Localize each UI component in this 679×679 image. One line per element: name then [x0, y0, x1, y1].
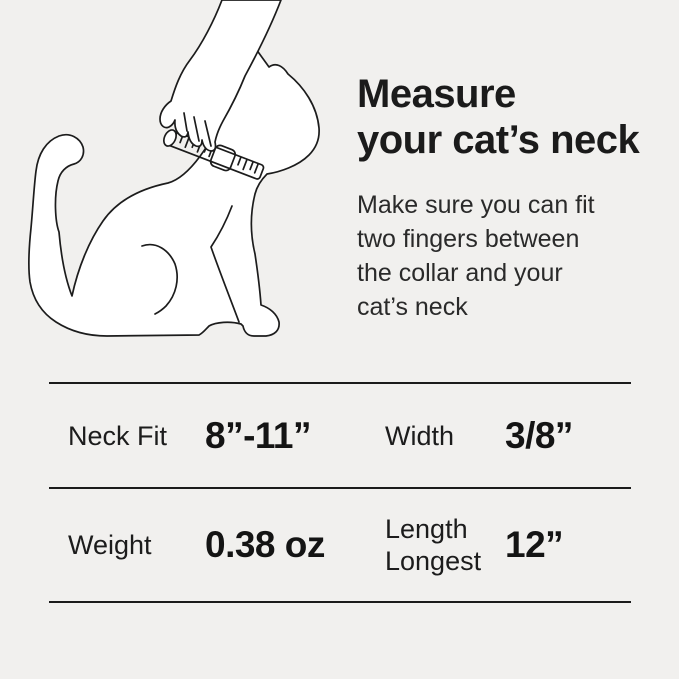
subtitle-line-1: Make sure you can fit — [357, 191, 595, 219]
copy-block — [357, 71, 667, 324]
neck-fit-value: 8”-11” — [205, 414, 312, 456]
spec-row-1 — [49, 382, 631, 487]
width-value-cell — [505, 415, 631, 457]
neck-fit-label: Neck Fit — [68, 420, 168, 451]
title-line-1: Measure — [357, 72, 516, 116]
neck-fit-value-cell — [205, 415, 385, 457]
spec-row-2 — [49, 487, 631, 601]
weight-label: Weight — [68, 530, 152, 560]
width-label-cell — [385, 420, 505, 452]
title-line-2: your cat’s neck — [357, 118, 640, 162]
length-longest-label: Length Longest — [385, 514, 482, 576]
width-value: 3/8” — [505, 414, 573, 456]
length-longest-value: 12” — [505, 524, 564, 565]
page-title — [357, 71, 667, 163]
subtitle — [357, 188, 667, 324]
subtitle-line-2: two fingers between — [357, 225, 580, 253]
width-label: Width — [385, 420, 455, 451]
cat-measure-illustration — [0, 0, 360, 360]
table-bottom-rule — [49, 601, 631, 603]
neck-fit-label-cell — [49, 420, 205, 452]
weight-label-cell — [49, 529, 205, 561]
length-longest-label-cell — [385, 513, 505, 577]
length-longest-value-cell — [505, 524, 631, 566]
subtitle-line-3: the collar and your — [357, 259, 563, 287]
subtitle-line-4: cat’s neck — [357, 293, 468, 321]
weight-value: 0.38 oz — [205, 524, 325, 565]
weight-value-cell — [205, 524, 385, 566]
spec-table — [49, 382, 631, 603]
